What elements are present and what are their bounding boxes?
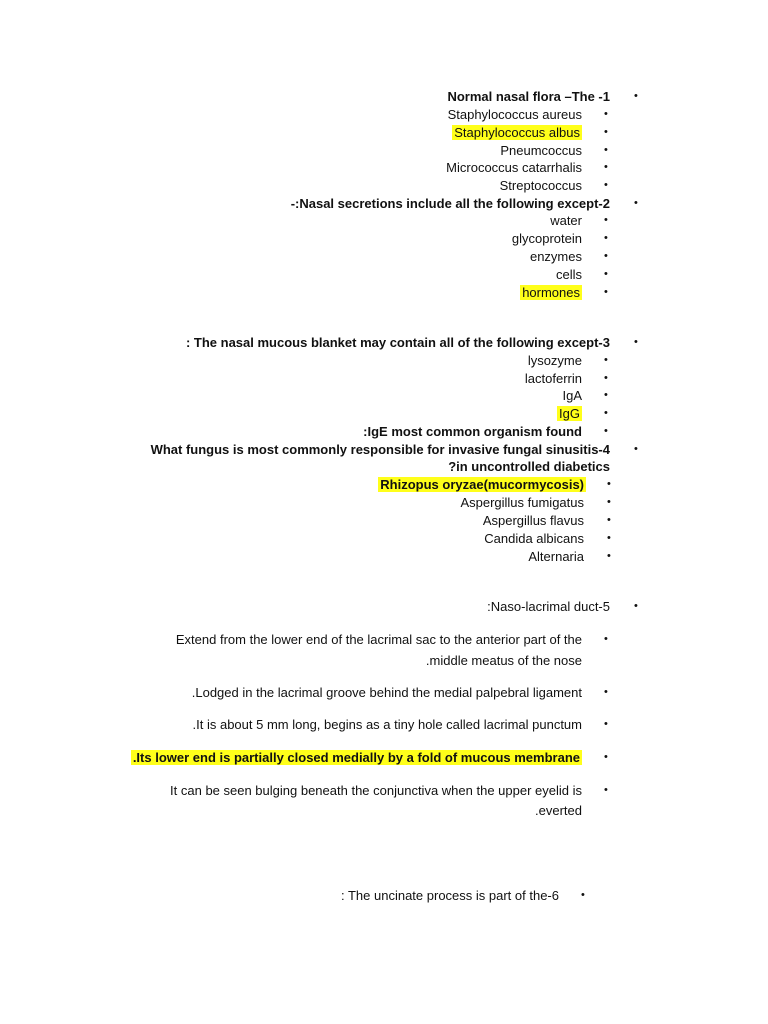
bullet-icon: •: [604, 407, 608, 419]
bullet-icon: •: [634, 443, 638, 455]
q2-option-3: enzymes: [529, 249, 582, 264]
q4-option-2: Aspergillus fumigatus: [460, 495, 584, 510]
bullet-icon: •: [604, 286, 608, 298]
q1-option-4: Micrococcus catarrhalis: [446, 160, 582, 175]
bullet-icon: •: [604, 250, 608, 262]
bullet-icon: •: [607, 496, 611, 508]
bullet-icon: •: [607, 550, 611, 562]
q2-option-1: water: [550, 213, 582, 228]
bullet-icon: •: [604, 232, 608, 244]
q3-option-2: lactoferrin: [524, 371, 582, 386]
q5-item-1-line2: .middle meatus of the nose: [425, 653, 582, 668]
bullet-icon: •: [604, 686, 608, 698]
q4-option-3: Aspergillus flavus: [482, 513, 584, 528]
bullet-icon: •: [634, 90, 638, 102]
bullet-icon: •: [604, 161, 608, 173]
bullet-icon: •: [604, 372, 608, 384]
bullet-icon: •: [604, 633, 608, 645]
bullet-icon: •: [604, 268, 608, 280]
bullet-icon: •: [604, 784, 608, 796]
bullet-icon: •: [607, 532, 611, 544]
question-6-heading: : The uncinate process is part of the-6: [341, 888, 559, 903]
q5-item-5-line2: .everted: [535, 803, 582, 818]
q1-option-2-highlighted: Staphylococcus albus: [454, 125, 580, 140]
q3-option-1: lysozyme: [527, 353, 582, 368]
q3-option-3: IgA: [562, 388, 582, 403]
q1-option-5: Streptococcus: [499, 178, 582, 193]
bullet-icon: •: [604, 214, 608, 226]
bullet-icon: •: [604, 108, 608, 120]
bullet-icon: •: [604, 144, 608, 156]
q2-option-4: cells: [555, 267, 582, 282]
question-2-heading: -:Nasal secretions include all the following except-2: [290, 196, 610, 211]
q4-option-4: Candida albicans: [484, 531, 584, 546]
q5-item-2: .Lodged in the lacrimal groove behind the medial palpebral ligament: [191, 685, 582, 700]
q5-item-5-line1: It can be seen bulging beneath the conjunctiva when the upper eyelid is: [170, 783, 582, 798]
q4-option-5: Alternaria: [528, 549, 584, 564]
q3-option-4-highlighted: IgG: [559, 406, 580, 421]
question-5-heading: :Naso-lacrimal duct-5: [487, 599, 610, 614]
q5-item-4-highlighted: .Its lower end is partially closed medially by a fold of mucous membrane: [132, 750, 580, 765]
bullet-icon: •: [604, 354, 608, 366]
question-4-heading-line2: ?in uncontrolled diabetics: [448, 459, 610, 474]
bullet-icon: •: [607, 514, 611, 526]
bullet-icon: •: [604, 425, 608, 437]
bullet-icon: •: [634, 600, 638, 612]
bullet-icon: •: [604, 389, 608, 401]
q1-option-1: Staphylococcus aureus: [447, 107, 582, 122]
q3-tail-text: :IgE most common organism found: [363, 424, 582, 439]
bullet-icon: •: [581, 889, 585, 901]
bullet-icon: •: [607, 478, 611, 490]
bullet-icon: •: [634, 336, 638, 348]
bullet-icon: •: [604, 126, 608, 138]
q2-option-2: glycoprotein: [511, 231, 582, 246]
bullet-icon: •: [604, 718, 608, 730]
question-3-heading: : The nasal mucous blanket may contain all of the following except-3: [185, 335, 610, 350]
q5-item-3: .It is about 5 mm long, begins as a tiny hole called lacrimal punctum: [192, 717, 582, 732]
bullet-icon: •: [604, 751, 608, 763]
q5-item-1-line1: Extend from the lower end of the lacrimal sac to the anterior part of the: [175, 632, 582, 647]
question-1-heading: Normal nasal flora –The -1: [447, 89, 610, 104]
bullet-icon: •: [634, 197, 638, 209]
question-4-heading-line1: What fungus is most commonly responsible for invasive fungal sinusitis-4: [150, 442, 610, 457]
bullet-icon: •: [604, 179, 608, 191]
q1-option-3: Pneumcoccus: [500, 143, 582, 158]
q4-option-1-highlighted: Rhizopus oryzae(mucormycosis): [380, 477, 584, 492]
q2-option-5-highlighted: hormones: [522, 285, 580, 300]
